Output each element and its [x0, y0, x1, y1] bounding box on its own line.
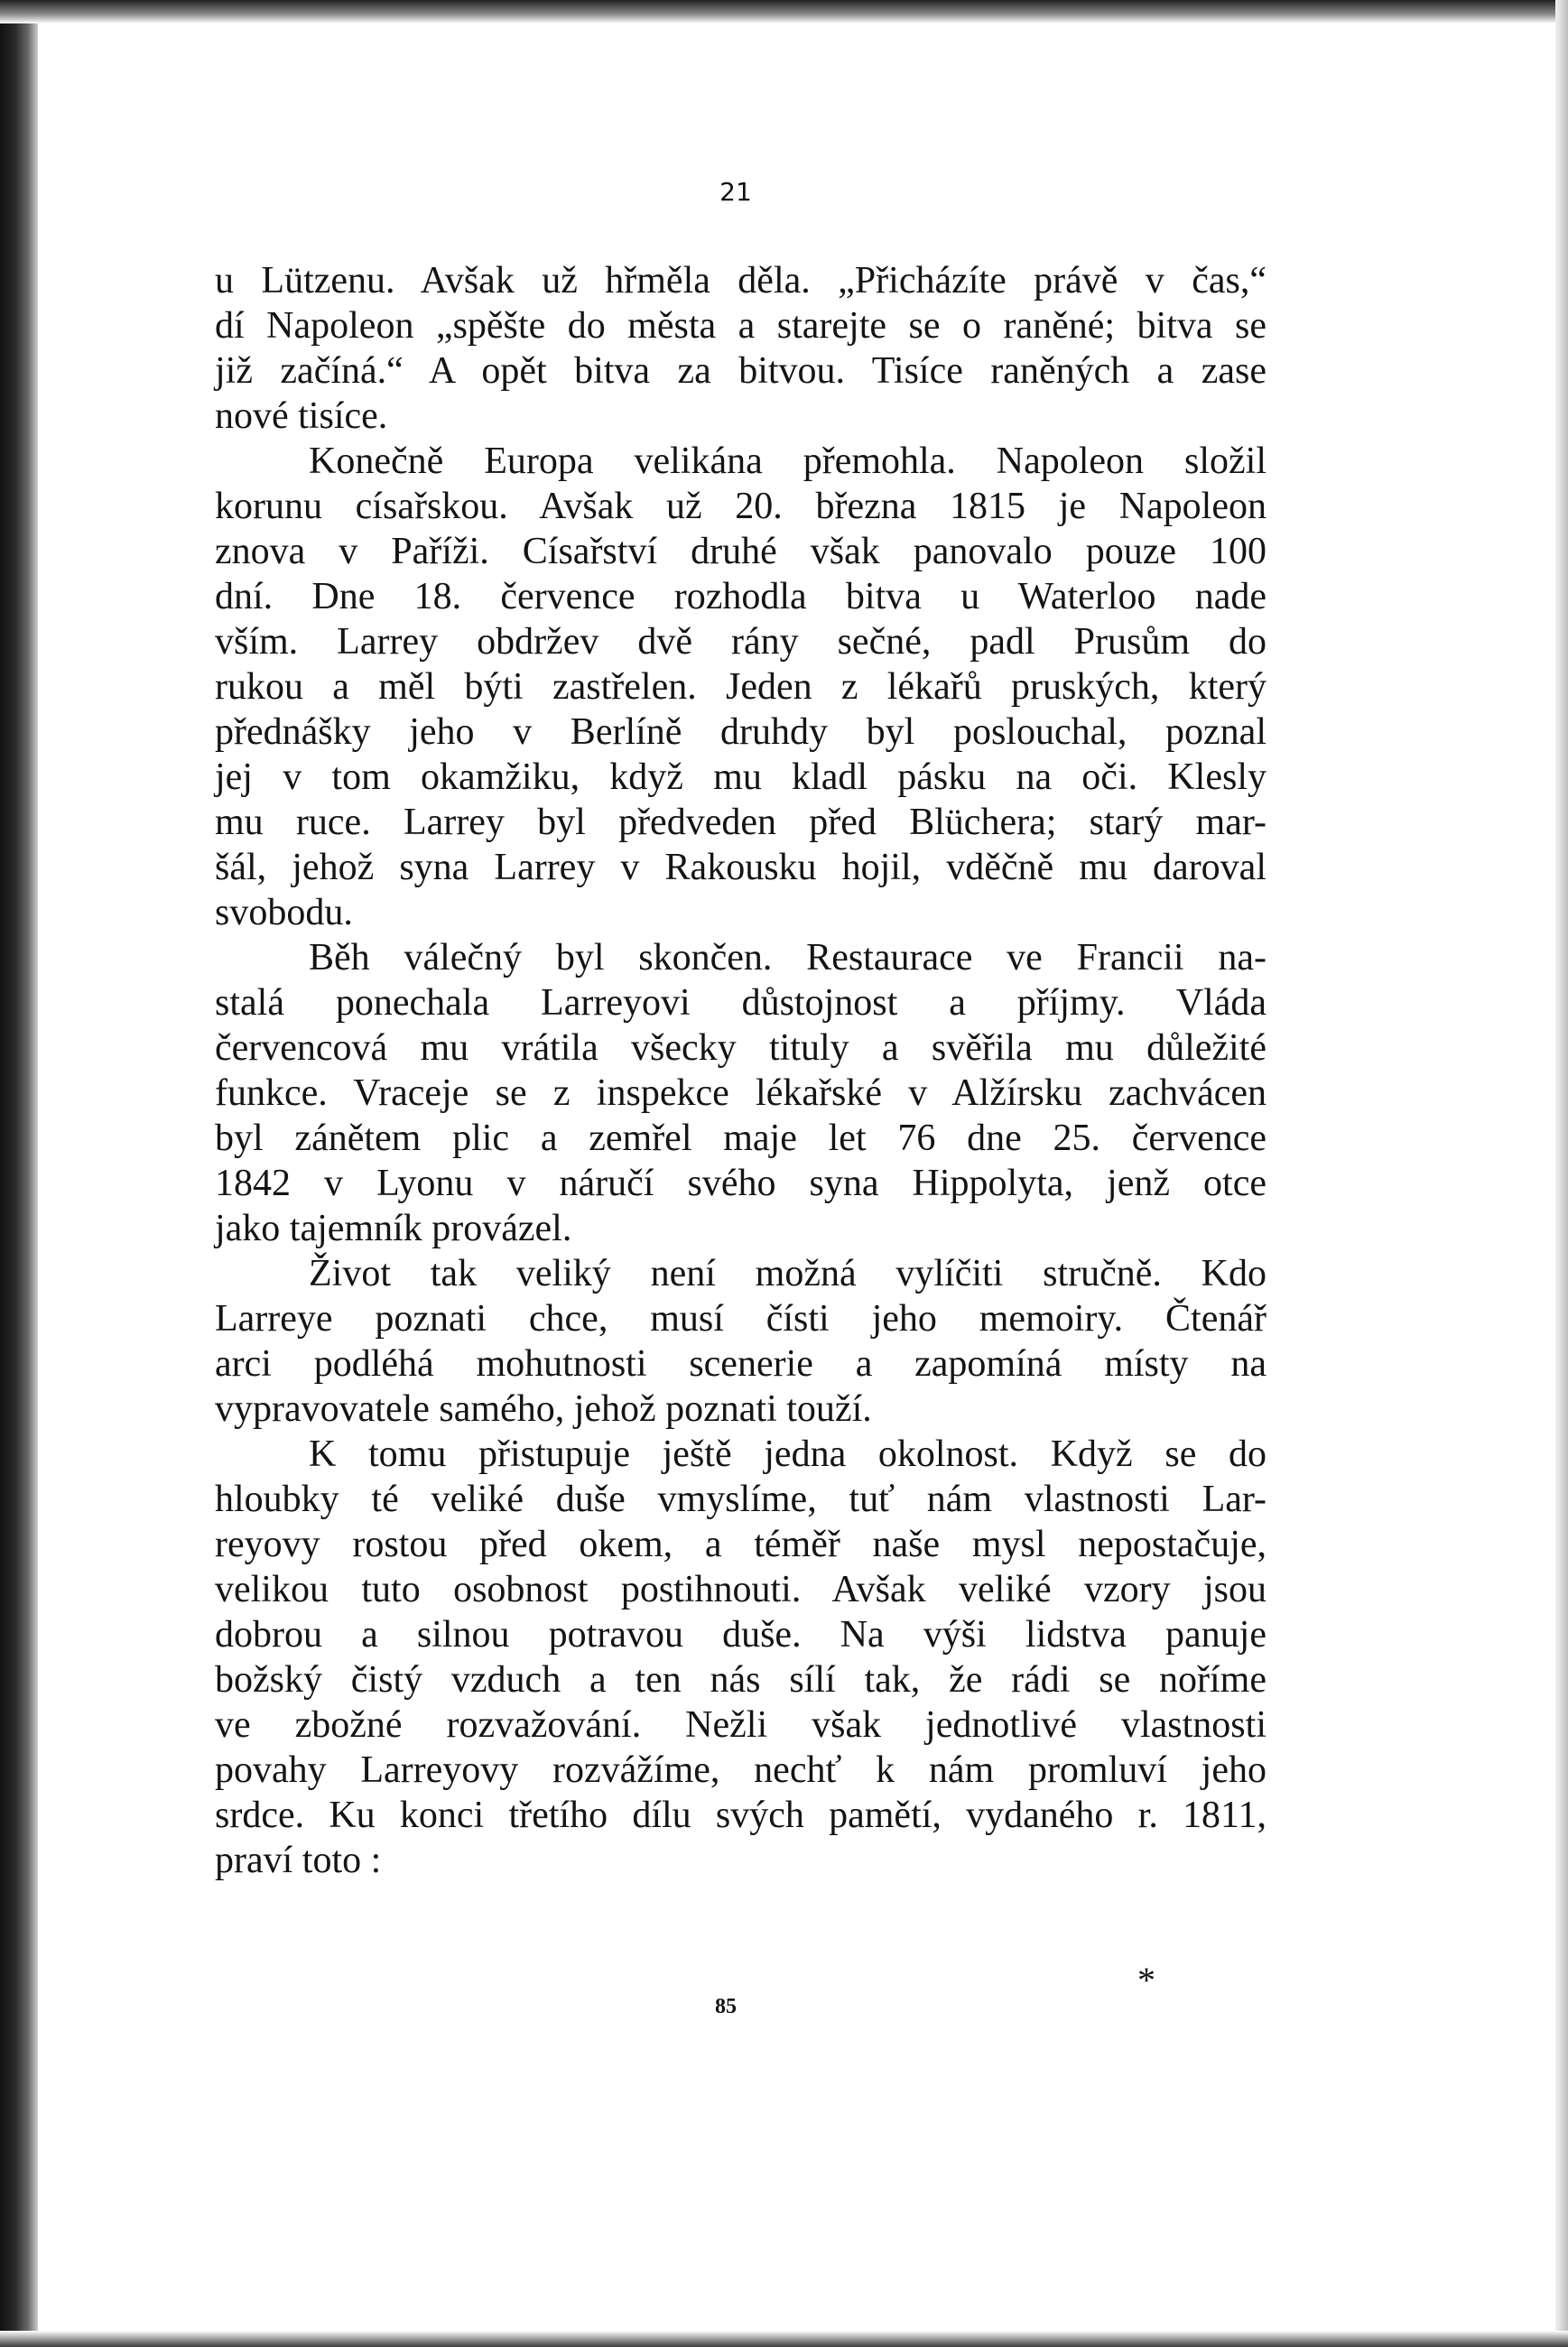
- text-line: Larreye poznati chce, musí čísti jeho memoiry. Čtenář: [215, 1298, 1266, 1340]
- text-line: nové tisíce.: [215, 395, 388, 437]
- text-line: funkce. Vraceje se z inspekce lékařské v Alžírsku zachvácen: [215, 1072, 1266, 1114]
- scan-edge-left: [0, 0, 38, 2347]
- text-line: srdce. Ku konci třetího dílu svých pamětí, vydaného r. 1811,: [215, 1795, 1266, 1836]
- scan-edge-top: [0, 0, 1568, 23]
- asterisk-mark: *: [1137, 1960, 1155, 2000]
- text-line: arci podléhá mohutnosti scenerie a zapomíná místy na: [215, 1343, 1266, 1385]
- text-line: ve zbožné rozvažování. Nežli však jednotlivé vlastnosti: [215, 1704, 1266, 1746]
- text-line: červencová mu vrátila všecky tituly a svěřila mu důležité: [215, 1027, 1266, 1069]
- text-line: Život tak veliký není možná vylíčiti stručně. Kdo: [309, 1253, 1266, 1294]
- text-line: vším. Larrey obdržev dvě rány sečné, padl Prusům do: [215, 621, 1266, 663]
- text-line: vypravovatele samého, jehož poznati touží.: [215, 1388, 872, 1430]
- scan-edge-right: [1555, 0, 1568, 2347]
- text-line: velikou tuto osobnost postihnouti. Avšak veliké vzory jsou: [215, 1569, 1266, 1610]
- text-line: korunu císařskou. Avšak už 20. března 1815 je Napoleon: [215, 486, 1266, 527]
- text-line: znova v Paříži. Císařství druhé však panovalo pouze 100: [215, 531, 1266, 572]
- scan-edge-bottom: [0, 2331, 1568, 2347]
- text-line: přednášky jeho v Berlíně druhdy byl poslouchal, poznal: [215, 711, 1266, 753]
- text-line: již začíná.“ A opět bitva za bitvou. Tisíce raněných a zase: [215, 350, 1266, 392]
- text-line: 1842 v Lyonu v náručí svého syna Hippolyta, jenž otce: [215, 1163, 1266, 1204]
- text-line: hloubky té veliké duše vmyslíme, tuť nám vlastnosti Lar-: [215, 1479, 1266, 1520]
- text-line: Běh válečný byl skončen. Restaurace ve Francii na-: [309, 937, 1266, 979]
- text-line: dí Napoleon „spěšte do města a starejte se o raněné; bitva se: [215, 305, 1266, 347]
- text-line: jej v tom okamžiku, když mu kladl pásku na oči. Klesly: [215, 756, 1266, 798]
- text-line: dobrou a silnou potravou duše. Na výši lidstva panuje: [215, 1614, 1266, 1656]
- text-line: byl zánětem plic a zemřel maje let 76 dne 25. července: [215, 1118, 1266, 1159]
- text-line: povahy Larreyovy rozvážíme, nechť k nám promluví jeho: [215, 1749, 1266, 1791]
- text-line: rukou a měl býti zastřelen. Jeden z lékařů pruských, který: [215, 666, 1266, 708]
- text-line: šál, jehož syna Larrey v Rakousku hojil, vděčně mu daroval: [215, 847, 1266, 888]
- text-line: dní. Dne 18. července rozhodla bitva u Waterloo nade: [215, 576, 1266, 617]
- text-line: božský čistý vzduch a ten nás sílí tak, že rádi se noříme: [215, 1659, 1266, 1701]
- printer-signature: 85: [715, 1995, 737, 2018]
- text-line: K tomu přistupuje ještě jedna okolnost. Když se do: [309, 1433, 1266, 1475]
- page-number: 21: [719, 177, 752, 207]
- text-line: mu ruce. Larrey byl předveden před Blüchera; starý mar-: [215, 802, 1266, 843]
- text-line: stalá ponechala Larreyovi důstojnost a příjmy. Vláda: [215, 982, 1266, 1024]
- text-line: svobodu.: [215, 892, 353, 933]
- text-line: u Lützenu. Avšak už hřměla děla. „Přicházíte právě v čas,“: [215, 260, 1266, 301]
- text-line: reyovy rostou před okem, a téměř naše mysl nepostačuje,: [215, 1524, 1266, 1565]
- text-line: Konečně Europa velikána přemohla. Napoleon složil: [309, 441, 1266, 482]
- text-line: praví toto :: [215, 1840, 382, 1881]
- text-line: jako tajemník provázel.: [215, 1208, 572, 1249]
- body-text: [215, 258, 1266, 1883]
